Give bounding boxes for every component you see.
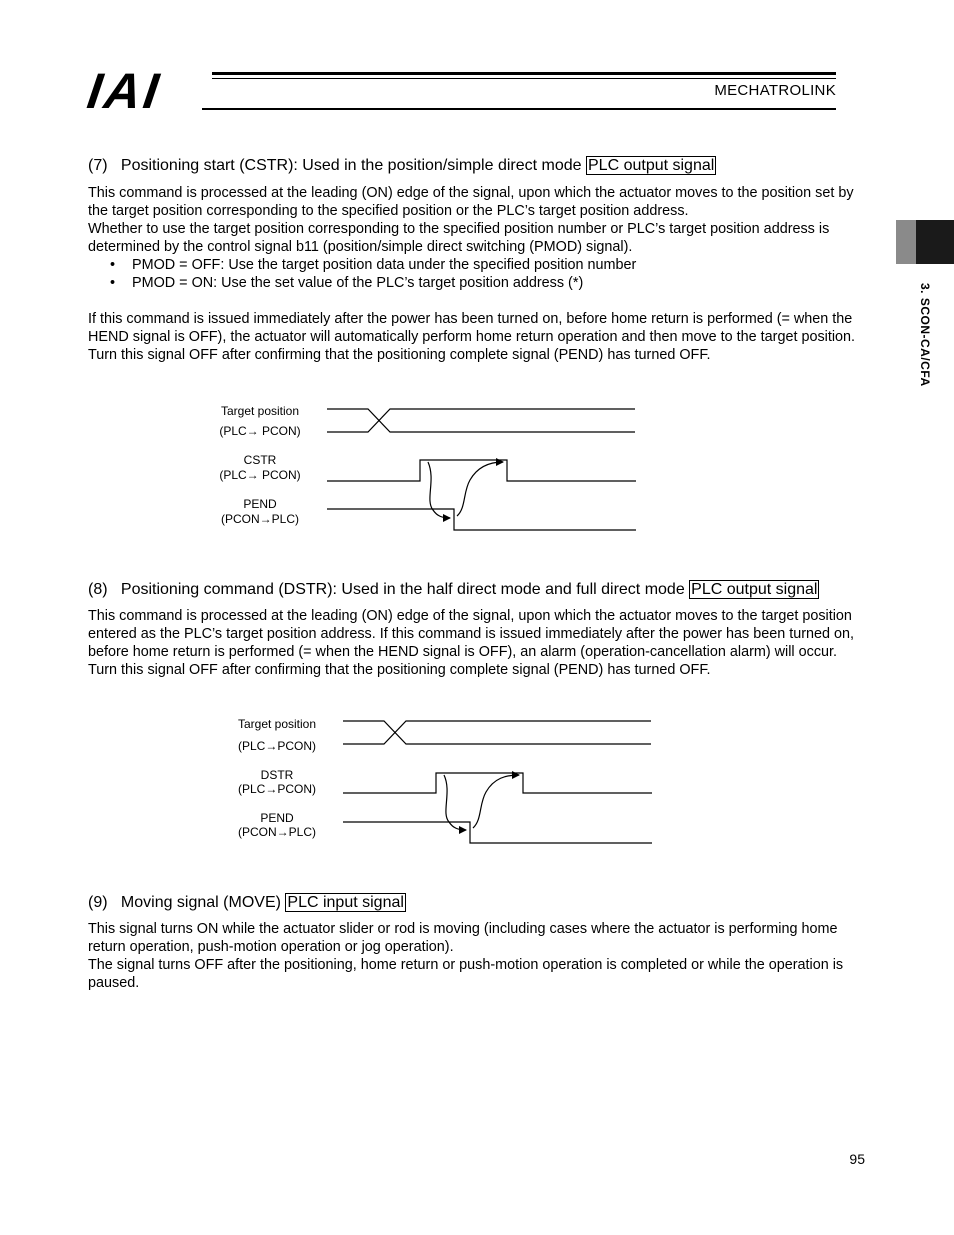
section9-signal-badge: PLC input signal xyxy=(287,894,404,911)
bullet-item: • PMOD = OFF: Use the target position data under the specified position number xyxy=(88,256,870,274)
timing8-target-direction: (PLC→PCON) xyxy=(237,739,316,753)
section8-number: (8) xyxy=(88,581,108,598)
side-tab-label: 3. SCON-CA/CFA xyxy=(918,283,932,387)
timing8-arrow-pend-to-dstr xyxy=(473,775,519,828)
timing8-dstr-signal xyxy=(343,773,652,793)
timing7-cstr-label: CSTR xyxy=(243,453,277,467)
section7-paragraph: This command is processed at the leading (ON) edge of the signal, upon which the actuator moves to the position set by the target position corresponding to the specified position or the PLC’s target position address. xyxy=(88,185,854,219)
section7-signal-badge: PLC output signal xyxy=(588,157,715,174)
timing8-dstr-direction: (PLC→PCON) xyxy=(237,782,316,796)
timing8-pend-label: PEND xyxy=(260,811,294,825)
section9-heading xyxy=(88,894,406,912)
section9-paragraph: This signal turns ON while the actuator slider or rod is moving (including cases where the actuator is performing home return operation, push-motion operation or jog operation). xyxy=(88,921,838,955)
section8-signal-badge: PLC output signal xyxy=(691,581,818,598)
timing7-pend-direction: (PCON→PLC) xyxy=(220,512,299,526)
section7-number: (7) xyxy=(88,157,108,174)
section7-title: Positioning start (CSTR): Used in the position/simple direct mode xyxy=(120,157,582,174)
section9-number: (9) xyxy=(88,894,108,911)
section8-paragraph: This command is processed at the leading (ON) edge of the signal, upon which the actuator moves to the target position entered as the PLC’s target position address. If this command is issued immediately after the power has been turned on, before home return is performed (= when the HEND signal is OFF), an alarm (operation-cancellation alarm) will occur. xyxy=(88,608,855,660)
section9-body xyxy=(88,920,870,992)
timing7-pend-label: PEND xyxy=(243,497,277,511)
timing7-target-label: Target position xyxy=(220,404,300,418)
section7-paragraph: Turn this signal OFF after confirming that the positioning complete signal (PEND) has turned OFF. xyxy=(88,347,711,363)
section7-paragraph: If this command is issued immediately after the power has been turned on, before home return is performed (= when the HEND signal is OFF), the actuator will automatically perform home return operation and then move to the target position. xyxy=(88,311,856,345)
iai-logo: IAI xyxy=(84,63,165,119)
timing8-target-lower-line xyxy=(343,721,651,744)
product-name: MECHATROLINK xyxy=(714,82,836,99)
section9-paragraph: The signal turns OFF after the positioning, home return or push-motion operation is completed or while the operation is paused. xyxy=(88,957,844,991)
section8-paragraph: Turn this signal OFF after confirming that the positioning complete signal (PEND) has turned OFF. xyxy=(88,662,711,678)
timing8-target-upper-line xyxy=(343,721,651,744)
bullet-item: • PMOD = ON: Use the set value of the PLC’s target position address (*) xyxy=(88,274,870,292)
timing8-pend-direction: (PCON→PLC) xyxy=(237,825,316,839)
timing8-target-label: Target position xyxy=(237,717,317,731)
section9-title: Moving signal (MOVE) xyxy=(120,894,281,911)
timing7-target-direction: (PLC→ PCON) xyxy=(219,424,301,438)
page-number: 95 xyxy=(849,1151,865,1167)
timing8-pend-signal xyxy=(343,822,652,843)
timing8-dstr-label: DSTR xyxy=(260,768,294,782)
section8-title: Positioning command (DSTR): Used in the half direct mode and full direct mode xyxy=(120,581,685,598)
section7-paragraph: Whether to use the target position corresponding to the specified position number or PLC’s target position address is determined by the control signal b11 (position/simple direct switching (PMOD) signal). xyxy=(88,221,830,255)
timing7-cstr-direction: (PLC→ PCON) xyxy=(219,468,301,482)
